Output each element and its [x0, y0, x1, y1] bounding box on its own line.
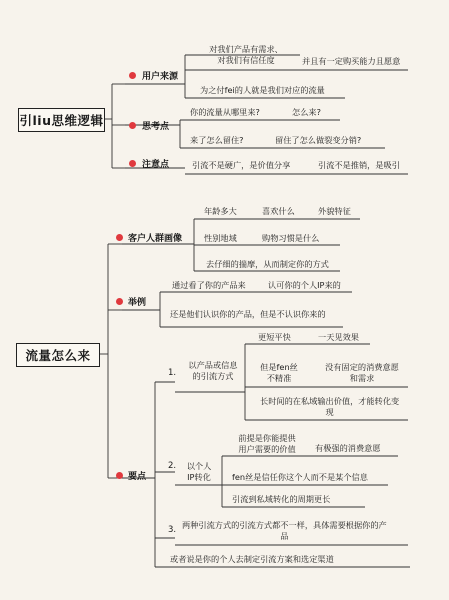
root-node-traffic-logic: [18, 108, 105, 132]
leaf-once: 一天见效果: [318, 332, 359, 342]
leaf-gender-region: 性别地域: [204, 233, 237, 243]
bullet-dot: [116, 234, 123, 241]
branch-think-points: 思考点: [142, 122, 170, 132]
leaf-line: 和需求: [349, 373, 375, 383]
leaf-line: 前提是你能提供: [238, 433, 296, 443]
leaf-line: 对我们有信任度: [217, 55, 275, 65]
leaf-line: 但是fen丝: [260, 362, 298, 372]
leaf-line: 对我们产品有需求、: [209, 44, 283, 54]
leaf-how-split: 留住了怎么做裂变分销?: [275, 135, 362, 145]
leaf-premise-value: [228, 433, 306, 455]
leaf-recognize-ip: 认可你的个人IP来的: [268, 280, 341, 290]
leaf-line: 长时间的在私域输出价值，才能转化变: [260, 396, 400, 406]
leaf-not-hard-ad: 引流不是硬广，是价值分享: [192, 160, 291, 170]
branch-notes: 注意点: [142, 160, 170, 170]
leaf-how-come: 怎么来?: [292, 107, 321, 117]
leaf-pay-match: 为之付fei的人就是我们对应的流量: [200, 85, 325, 95]
leaf-line: 以个人: [186, 461, 212, 471]
leaf-likes: 喜欢什么: [262, 206, 295, 216]
root-node-traffic-source: [16, 343, 100, 367]
leaf-line: 用户需要的价值: [238, 444, 296, 454]
leaf-line: 两种引流方式的引流方式都不一样，具体需要根据你的产: [182, 520, 387, 530]
key-point-number-1: 1.: [168, 368, 177, 378]
leaf-diff-methods: [182, 520, 387, 542]
leaf-line: 没有固定的消费意愿: [325, 362, 399, 372]
leaf-how-stay: 来了怎么留住?: [190, 135, 244, 145]
root-label: 流量怎么来: [25, 348, 91, 363]
leaf-need-trust: [196, 44, 296, 66]
leaf-line: 品: [280, 531, 289, 541]
root-label: 引liu思维逻辑: [19, 113, 104, 128]
leaf-line: 以产品或信息: [188, 360, 238, 370]
leaf-pay-will: 并且有一定购买能力且愿意: [302, 56, 401, 66]
leaf-habits: 购物习惯是什么: [262, 233, 320, 243]
leaf-longer-cycle: 引流到私域转化的周期更长: [232, 494, 331, 504]
leaf-trust-person: fen丝是信任你这个人而不是某个信息: [232, 472, 368, 482]
leaf-not-push: 引流不是推销，是吸引: [318, 160, 400, 170]
bullet-dot: [116, 472, 123, 479]
leaf-own-plan: 或者说是你的个人去制定引流方案和选定渠道: [170, 554, 334, 564]
bullet-dot: [129, 72, 136, 79]
leaf-fast: 更短平快: [258, 332, 291, 342]
branch-user-source: 用户来源: [142, 72, 179, 82]
bullet-dot: [116, 298, 123, 305]
leaf-fans-imprecise: [254, 362, 304, 384]
leaf-long-term: [260, 396, 399, 418]
leaf-ip-conversion: [181, 461, 217, 483]
leaf-no-desire: [318, 362, 406, 384]
leaf-know-person: 还是他们认识你的产品，但是不认识你来的: [170, 309, 326, 319]
leaf-study-pref: 去仔细的揣摩，从而制定你的方式: [206, 259, 329, 269]
leaf-strong-desire: 有极强的消费意愿: [315, 443, 381, 453]
leaf-line: 不精准: [266, 373, 292, 383]
key-point-number-2: 2.: [168, 461, 177, 471]
leaf-line: 的引流方式: [192, 371, 234, 381]
leaf-product-method: [183, 360, 243, 382]
leaf-looks: 外貌特征: [318, 206, 351, 216]
leaf-via-product: 通过看了你的产品来: [172, 280, 246, 290]
branch-key-points: 要点: [128, 472, 147, 482]
leaf-where-from: 你的流量从哪里来?: [190, 107, 260, 117]
leaf-age: 年龄多大: [204, 206, 237, 216]
bullet-dot: [129, 160, 136, 167]
branch-example: 举例: [128, 298, 147, 308]
branch-persona: 客户人群画像: [128, 234, 183, 244]
leaf-line: 现: [325, 407, 334, 417]
bullet-dot: [129, 122, 136, 129]
leaf-line: IP转化: [187, 472, 211, 482]
key-point-number-3: 3.: [168, 525, 177, 535]
